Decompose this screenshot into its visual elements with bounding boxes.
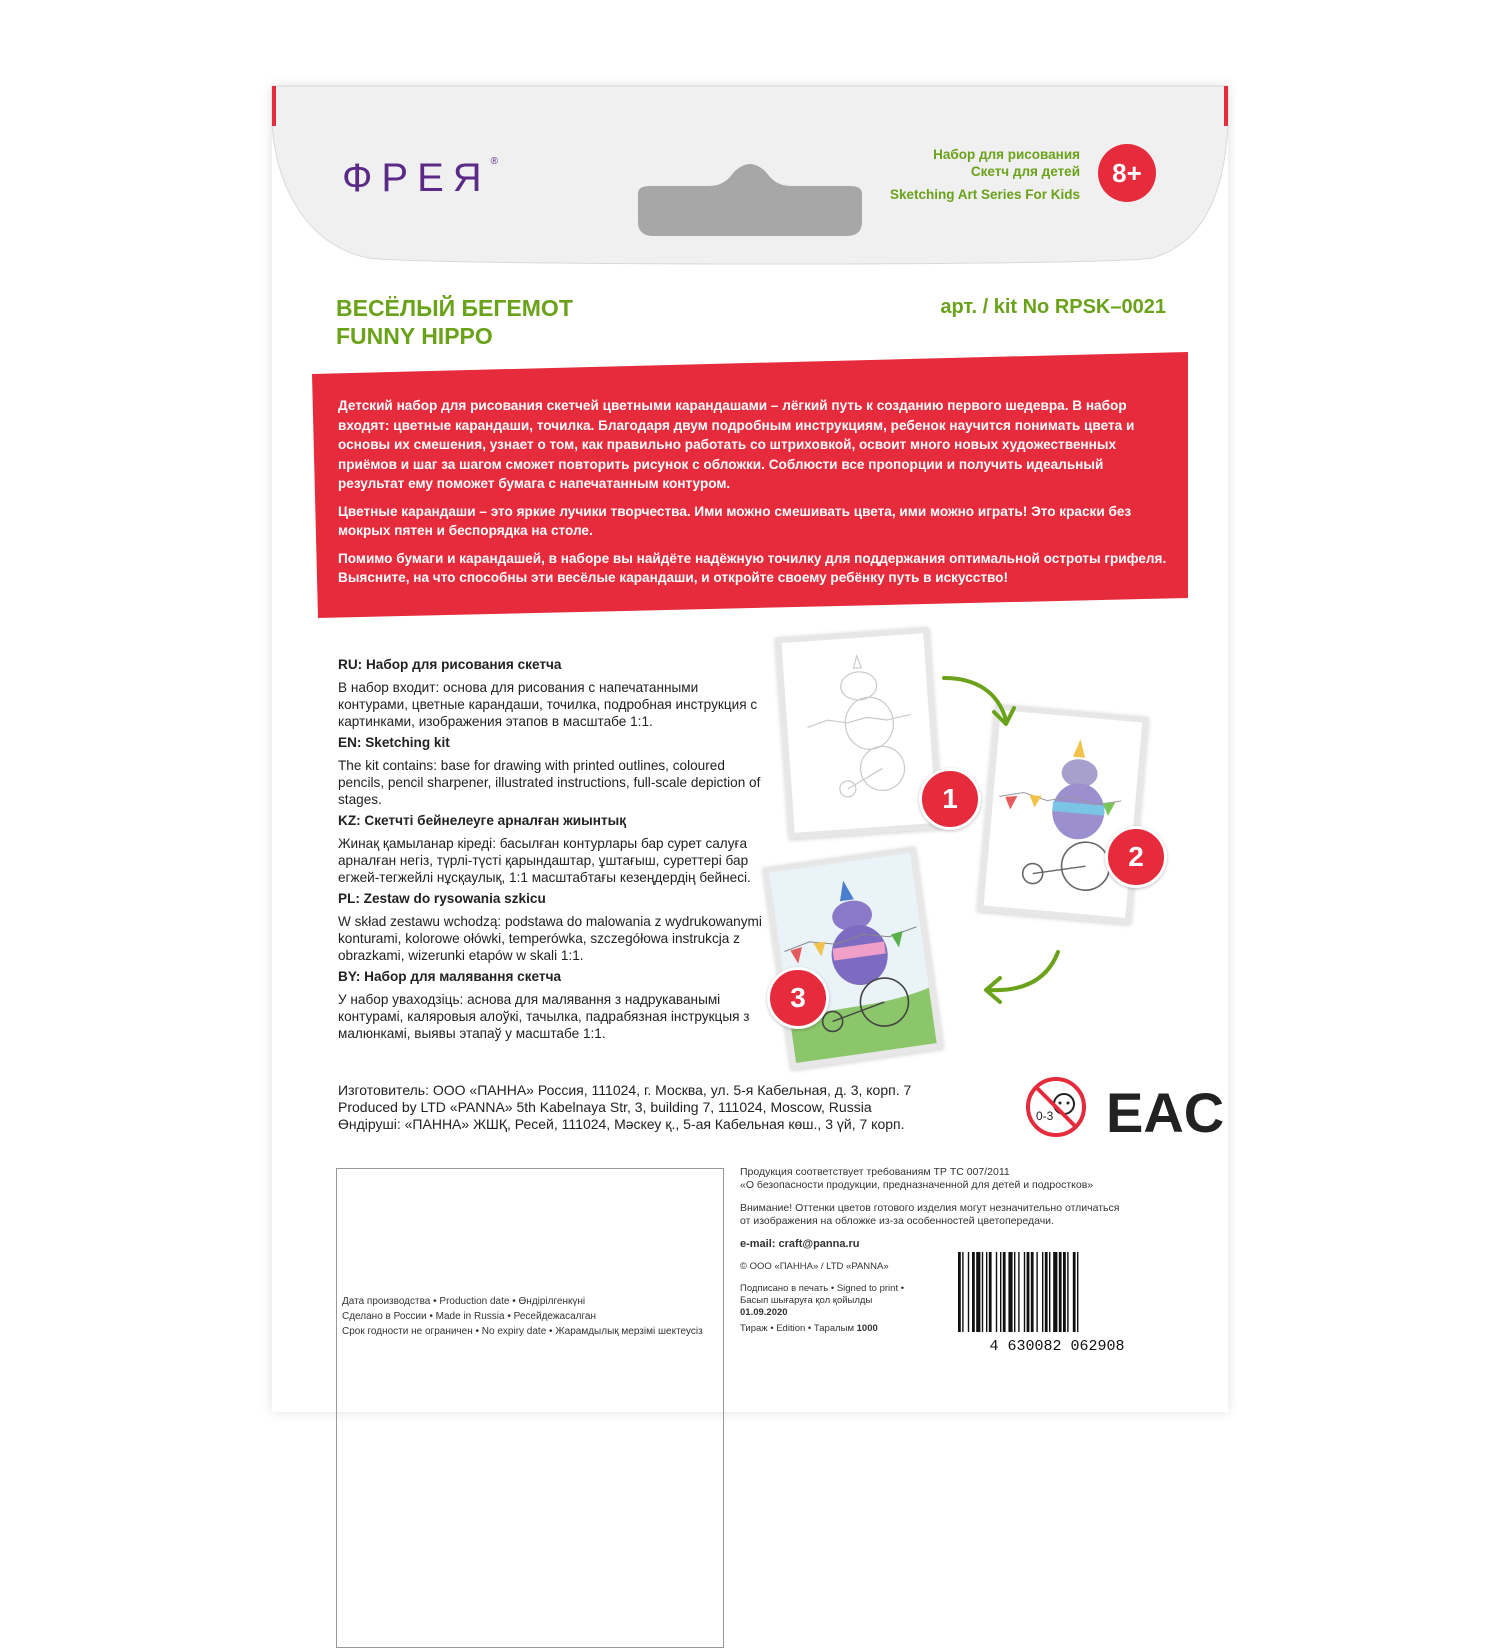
signed-date: 01.09.2020 bbox=[740, 1307, 788, 1318]
production-date-box bbox=[336, 1168, 724, 1648]
lang-text-en: The kit contains: base for drawing with printed outlines, coloured pencils, pencil sharpener, illustrated instructions, full-scale depiction of stages. bbox=[338, 758, 761, 807]
product-title bbox=[336, 294, 573, 350]
lang-heading-kz: KZ: Скетчті бейнелеуге арналған жиынтық bbox=[338, 813, 627, 828]
step-number-2: 2 bbox=[1105, 826, 1167, 888]
manufacturer-info bbox=[338, 1082, 978, 1133]
title-ru: ВЕСЁЛЫЙ БЕГЕМОТ bbox=[336, 295, 573, 321]
manufacturer-kz: Өндіруші: «ПАННА» ЖШҚ, Ресей, 111024, Мәскеу қ., 5-ая Кабельная көш., 3 үй, 7 корп. bbox=[338, 1116, 905, 1132]
hang-hole bbox=[638, 164, 862, 236]
lang-heading-pl: PL: Zestaw do rysowania szkicu bbox=[338, 891, 546, 906]
age-badge: 8+ bbox=[1098, 144, 1156, 202]
compliance-standard-title: «О безопасности продукции, предназначенной для детей и подростков» bbox=[740, 1179, 1094, 1191]
step-1-sketch-image bbox=[775, 627, 943, 839]
edition-label: Тираж • Edition • Таралым bbox=[740, 1323, 854, 1334]
step-2-drawing-image bbox=[977, 704, 1149, 925]
age-warning-label: 0-3 bbox=[1036, 1109, 1054, 1123]
arrow-icon bbox=[976, 948, 1066, 1008]
certification-marks bbox=[1024, 1074, 1225, 1144]
description-paragraph: Детский набор для рисования скетчей цветными карандашами – лёгкий путь к созданию первого шедевра. В набор входят: цветные карандаши, точилка. Благодаря двум подробным инструкциям, ребенок научится понимать цвета и основы их смешения, узнает о том, как правильно работать со штриховкой, освоит много новых художественных приёмов и шаг за шагом сможет повторить рисунок с обложки. Соблюсти все пропорции и получить идеальный результат ему поможет бумага с напечатанным контуром. bbox=[338, 398, 1135, 491]
color-warning-2: от изображения на обложке из-за особенностей цветопередачи. bbox=[740, 1215, 1054, 1227]
manufacturer-ru: Изготовитель: ООО «ПАННА» Россия, 111024, г. Москва, ул. 5-я Кабельная, д. 3, корп. 7 bbox=[338, 1082, 912, 1098]
color-warning-1: Внимание! Оттенки цветов готового изделия могут незначительно отличаться bbox=[740, 1202, 1120, 1214]
lang-text-ru: В набор входит: основа для рисования с напечатанными контурами, цветные карандаши, точилка, подробная инструкция с картинками, изображения этапов в масштабе 1:1. bbox=[338, 680, 758, 729]
production-date-label: Дата производства • Production date • Өндірілгенкүні bbox=[342, 1296, 586, 1307]
signed-label: Подписано в печать • Signed to print • bbox=[740, 1283, 905, 1294]
step-3-finished-image bbox=[763, 846, 944, 1069]
arrow-icon bbox=[940, 668, 1020, 732]
lang-heading-en: EN: Sketching kit bbox=[338, 735, 450, 750]
lang-text-pl: W skład zestawu wchodzą: podstawa do malowania z wydrukowanymi konturami, kolorowe ołówki, temperówka, szczegółowa instrukcja z obrazkami, wizerunki etapów w skali 1:1. bbox=[338, 914, 762, 963]
series-line-3: Sketching Art Series For Kids bbox=[889, 187, 1080, 202]
lang-text-by: У набор уваходзіць: аснова для малявання з надрукаванымі контурамі, каляровыя алоўкі, тачылка, падрабязная інструкцыя з малюнкамі, выявы этапаў у масштабе 1:1. bbox=[338, 992, 750, 1041]
step-number-3: 3 bbox=[767, 967, 829, 1029]
edition-value: 1000 bbox=[856, 1323, 878, 1334]
step-number-1: 1 bbox=[919, 768, 981, 830]
lang-text-kz: Жинақ қамыланар кіреді: басылған контурлары бар сурет салуға арналған негіз, түрлі-түсті қарындаштар, ұштағыш, суреттері бар егжей-тегжейлі нұсқаулық, 1:1 масштабтағы кезеңдердің бейнесі. bbox=[338, 836, 751, 885]
series-line-1: Набор для рисования bbox=[933, 147, 1080, 162]
series-line-2: Скетч для детей bbox=[970, 164, 1080, 179]
kit-number: арт. / kit No RPSK–0021 bbox=[940, 296, 1166, 318]
age-warning-icon bbox=[1028, 1079, 1084, 1135]
production-info bbox=[342, 1294, 703, 1339]
made-in-label: Сделано в России • Made in Russia • Ресейдежасалган bbox=[342, 1311, 597, 1322]
signed-label-kz: Басып шығаруға қол қойылды bbox=[740, 1295, 873, 1306]
copyright: © ООО «ПАННА» / LTD «PANNA» bbox=[740, 1261, 889, 1272]
series-label bbox=[890, 146, 1080, 203]
expiry-label: Срок годности не ограничен • No expiry date • Жарамдылық мерзімі шектеусіз bbox=[342, 1326, 703, 1337]
compliance-standard: Продукция соответствует требованиям ТР ТС 007/2011 bbox=[740, 1166, 1010, 1178]
eac-mark: EAC bbox=[1106, 1081, 1225, 1144]
lang-heading-ru: RU: Набор для рисования скетча bbox=[338, 657, 562, 672]
brand-logo: ФРЕЯ® bbox=[342, 156, 499, 200]
barcode-number: 4 630082 062908 bbox=[989, 1338, 1125, 1355]
manufacturer-en: Produced by LTD «PANNA» 5th Kabelnaya Str, 3, building 7, 111024, Moscow, Russia bbox=[338, 1099, 872, 1115]
barcode bbox=[946, 1252, 1168, 1354]
description-text bbox=[338, 396, 1168, 596]
description-paragraph: Помимо бумаги и карандашей, в наборе вы найдёте надёжную точилку для поддержания оптимальной остроты грифеля. Выясните, на что способны эти весёлые карандаши, и откройте своему ребёнку путь в искусство! bbox=[338, 550, 1167, 585]
language-descriptions bbox=[338, 656, 768, 1046]
description-paragraph: Цветные карандаши – это яркие лучики творчества. Ими можно смешивать цвета, ими можно играть! Это краски без мокрых пятен и беспорядка на столе. bbox=[338, 503, 1132, 538]
title-en: FUNNY HIPPO bbox=[336, 323, 493, 349]
contact-email: e-mail: craft@panna.ru bbox=[740, 1238, 860, 1250]
lang-heading-by: BY: Набор для малявання скетча bbox=[338, 969, 562, 984]
package-back bbox=[272, 86, 1228, 1412]
